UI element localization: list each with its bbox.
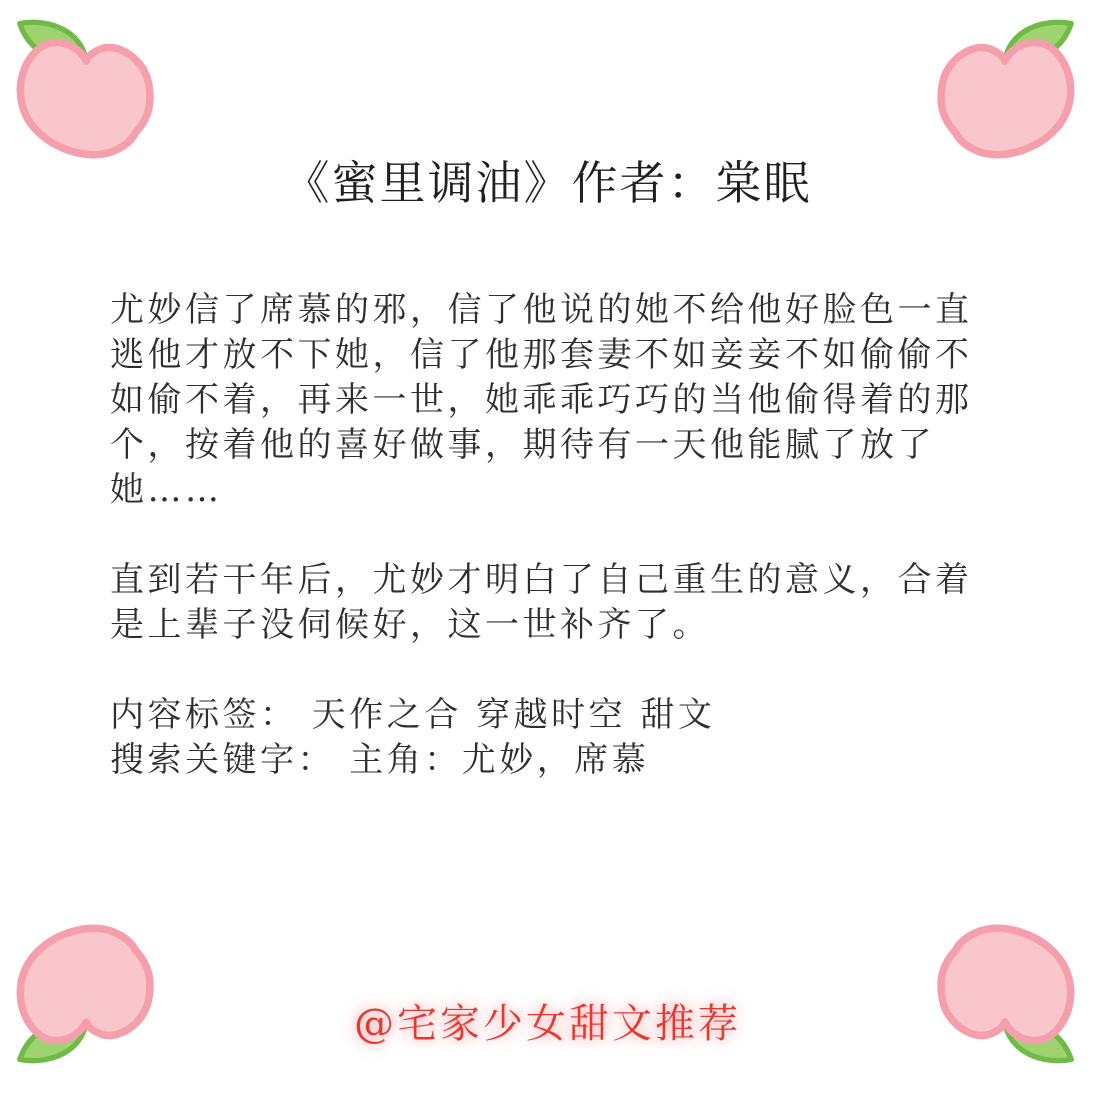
search-keywords-line: 搜索关键字： 主角：尤妙，席慕 bbox=[110, 740, 650, 780]
peach-icon bbox=[933, 16, 1083, 166]
summary-paragraph-1: 尤妙信了席慕的邪，信了他说的她不给他好脸色一直逃他才放不下她，信了他那套妻不如妾妾不如偷偷不如偷不着，再来一世，她乖乖巧巧的当他偷得着的那个，按着他的喜好做事，期待有一天他能腻了放了她…… bbox=[110, 290, 973, 510]
peach-icon bbox=[8, 16, 158, 166]
book-summary bbox=[110, 288, 998, 783]
book-title: 《蜜里调油》作者：棠眠 bbox=[283, 156, 812, 210]
content-tags-line: 内容标签： 天作之合 穿越时空 甜文 bbox=[110, 695, 716, 735]
summary-paragraph-2: 直到若干年后，尤妙才明白了自己重生的意义，合着是上辈子没伺候好，这一世补齐了。 bbox=[110, 560, 973, 645]
watermark: @宅家少女甜文推荐 bbox=[354, 1001, 741, 1047]
